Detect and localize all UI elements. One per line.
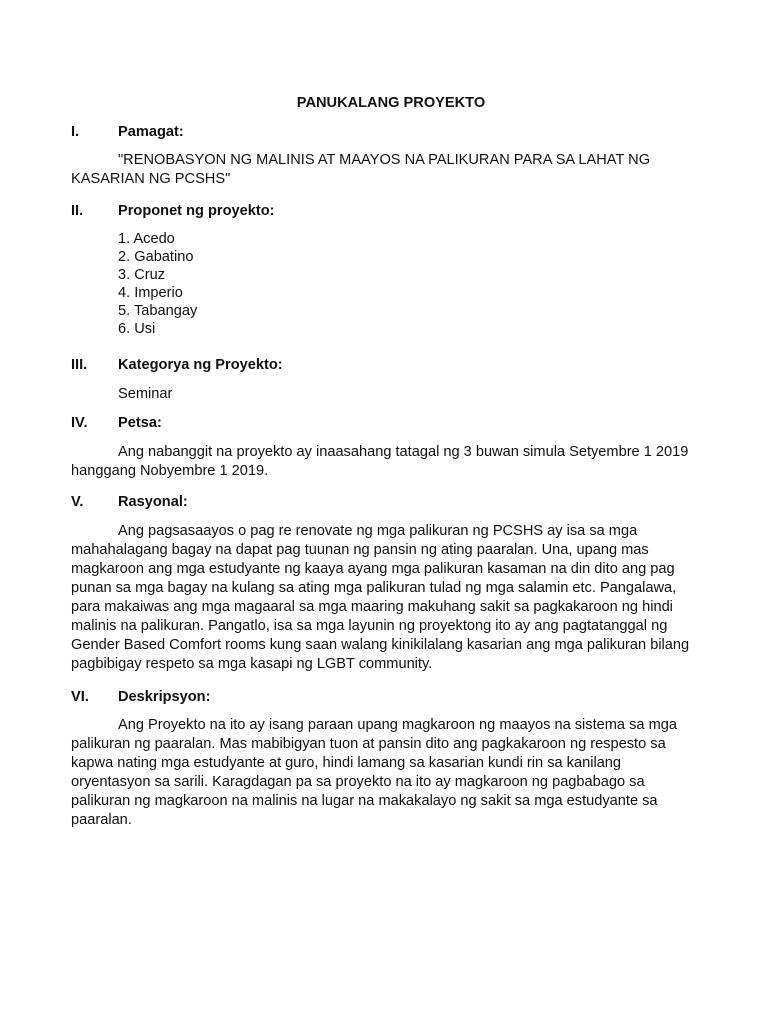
- proponents-list: [118, 230, 197, 338]
- paragraph-line: oryentasyon sa sarili. Karagdagan pa sa proyekto na ito ay magkaroon ng pagbabago sa: [71, 774, 645, 790]
- section-number: IV.: [71, 415, 88, 431]
- paragraph-line: pagbibigay respeto sa mga kasapi ng LGBT community.: [71, 656, 433, 672]
- section-number: III.: [71, 357, 88, 373]
- document-title: PANUKALANG PROYEKTO: [296, 95, 486, 111]
- list-item: 2. Gabatino: [118, 249, 194, 265]
- paragraph-line: Gender Based Comfort rooms kung saan walang kinikilalang kasarian ang mga palikuran bilang: [71, 637, 690, 653]
- deskripsyon-text: [71, 716, 721, 830]
- list-item: 1. Acedo: [118, 231, 175, 247]
- kategorya-value: Seminar: [118, 386, 173, 402]
- paragraph-line: mahahalagang bagay na dapat pag tuunan ng pansin ng ating paaralan. Una, upang mas: [71, 542, 649, 558]
- paragraph-line: punan sa mga bagay na kulang sa ating mga palikuran tulad ng mga salamin etc. Pangalawa,: [71, 580, 677, 596]
- paragraph-line: magkaroon ang mga estudyante ng kaaya ayang mga palikuran kasaman na din dito ang pag: [71, 561, 675, 577]
- section-title: Rasyonal:: [118, 494, 188, 510]
- paragraph-line: palikuran ng paaralan. Mas mabibigyan tuon at pansin dito ang pagkakaroon ng respesto sa: [71, 736, 666, 752]
- paragraph-line: hanggang Nobyembre 1 2019.: [71, 463, 269, 479]
- section-number: VI.: [71, 689, 89, 705]
- list-item: 5. Tabangay: [118, 303, 198, 319]
- section-heading-proponet: [71, 202, 274, 220]
- paragraph-line: paaralan.: [71, 812, 132, 828]
- section-number: II.: [71, 203, 84, 219]
- paragraph-line: Ang nabanggit na proyekto ay inaasahang tatagal ng 3 buwan simula Setyembre 1 2019: [118, 444, 689, 460]
- paragraph-line: malinis na palikuran. Pangatlo, isa sa mga layunin ng proyektong ito ay ang pagtatanggal ng: [71, 618, 668, 634]
- section-heading-rasyonal: [71, 493, 188, 511]
- pamagat-text: [71, 151, 721, 189]
- section-heading-petsa: [71, 414, 162, 432]
- paragraph-line: para makaiwas ang mga magaaral sa mga maaring makuhang sakit sa pagkakaroon ng hindi: [71, 599, 673, 615]
- list-item: 6. Usi: [118, 321, 156, 337]
- paragraph-line: "RENOBASYON NG MALINIS AT MAAYOS NA PALIKURAN PARA SA LAHAT NG: [118, 152, 651, 168]
- list-item: 3. Cruz: [118, 267, 166, 283]
- section-number: I.: [71, 124, 80, 140]
- section-heading-deskripsyon: [71, 688, 210, 706]
- section-heading-kategorya: [71, 356, 283, 374]
- paragraph-line: palikuran ng magkaroon na malinis na lugar na makakalayo ng sakit sa mga estudyante sa: [71, 793, 658, 809]
- section-title: Proponet ng proyekto:: [118, 203, 275, 219]
- section-title: Kategorya ng Proyekto:: [118, 357, 283, 373]
- paragraph-line: kapwa nating mga estudyante at guro, hindi lamang sa kasarian kundi rin sa kanilang: [71, 755, 622, 771]
- section-number: V.: [71, 494, 84, 510]
- paragraph-line: Ang Proyekto na ito ay isang paraan upang magkaroon ng maayos na sistema sa mga: [118, 717, 677, 733]
- section-title: Pamagat:: [118, 124, 184, 140]
- section-heading-pamagat: [71, 123, 184, 141]
- paragraph-line: KASARIAN NG PCSHS": [71, 171, 231, 187]
- rasyonal-text: [71, 522, 721, 674]
- section-title: Petsa:: [118, 415, 162, 431]
- section-title: Deskripsyon:: [118, 689, 211, 705]
- petsa-text: [71, 443, 721, 481]
- paragraph-line: Ang pagsasaayos o pag re renovate ng mga palikuran ng PCSHS ay isa sa mga: [118, 523, 638, 539]
- list-item: 4. Imperio: [118, 285, 183, 301]
